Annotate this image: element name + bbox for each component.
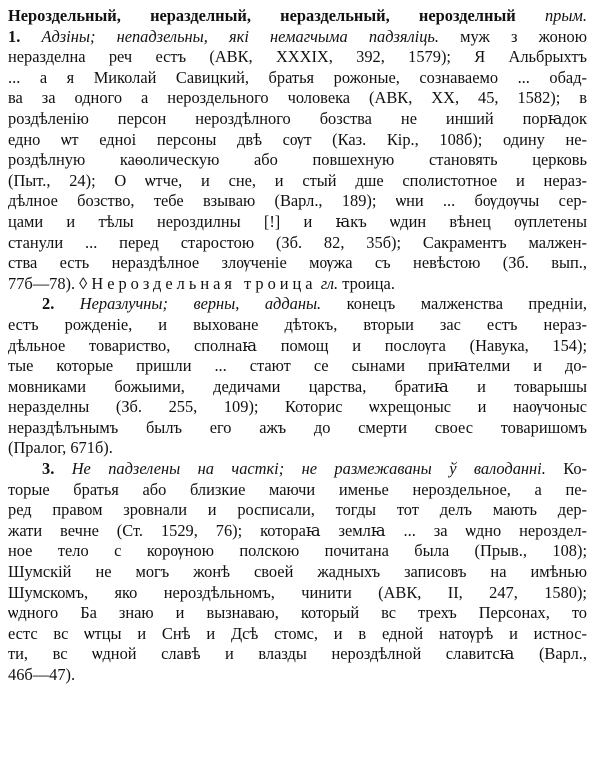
sense-number: 3. [42, 459, 55, 479]
text-line: ... а я Миколай Савицкий, братья рожоные, сознаваемо ... обад- [8, 67, 587, 87]
sense-text: конецъ малженства предніи, [321, 294, 587, 314]
text-line: естъ рожденіе, и выховане дѣтокъ, вторыи зас естъ нераз- [8, 314, 587, 334]
text-line: 77б—78). ◊ [8, 273, 88, 293]
text-line: торые братья або близкие маючи именье нероздельное, а пе- [8, 479, 587, 499]
text-line: естс вс ѡтцы и Снѣ и Дсѣ стомс, и в едной натѹрѣ и истнос- [8, 623, 587, 643]
sense-3-first-line [8, 459, 587, 480]
sense-gloss: Не падзелены на часткі; не размежаваны ў валоданні. [71, 459, 546, 479]
text-line: ти, вс ѡдной славѣ и влазды нероздѣлной славитсꙗ (Варл., [8, 644, 587, 664]
text-line: неразделны (Зб. 255, 109); Которис ѡхрещоныс и наѹчоныс [8, 397, 587, 417]
text-line: дѣлное бозство, тебе взываю (Варл., 189); ѡни ... бѹдѹчы сер- [8, 191, 587, 211]
text-line: нераздѣлънымъ былъ его ажъ до смерти своес товаришомъ [8, 417, 587, 437]
sense-gloss: Неразлучны; верны, адданы. [79, 294, 322, 314]
sense-1-first-line [8, 27, 587, 48]
phrase: Нероздельная троица [91, 273, 317, 293]
text-line: жати вечне (Ст. 1529, 76); котораꙗ землꙗ ... за ѡдно нероздел- [8, 520, 587, 540]
sense-2-first-line [8, 294, 587, 315]
sense-text: муж з жоною [439, 26, 587, 46]
text-line: (Пралог, 671б). [8, 438, 113, 458]
sense-3 [8, 459, 587, 686]
text-line: ное тело с корѹною полскою почитана была (Прыв., 108); [8, 541, 587, 561]
text-line: мовниками божыими, дедичами царства, братиꙗ и товарышы [8, 376, 587, 396]
text-line: цами и тѣлы нероздилны [!] и ꙗкъ ѡдин вѣнец ѹплетены [8, 211, 587, 231]
sense-2 [8, 294, 587, 459]
text-line: ва за одного а нероздельного чоловека (АВК, XX, 45, 1582); в [8, 88, 587, 108]
text-line: едно ѡт едноі персоны двѣ сѹт (Каз. Кір., 108б); одину не- [8, 129, 587, 149]
text-line: ред правом зровнали и росписали, тогды тот делъ мають дер- [8, 500, 587, 520]
text-line: дѣльное товариство, сполнаꙗ помощ и послѹга (Навука, 154); [8, 335, 587, 355]
headword-line [8, 6, 587, 27]
text-line: Шумскомъ, яко нероздѣльномъ, чинити (АВК, II, 247, 1580); [8, 582, 587, 602]
phrase-ref: троица. [342, 273, 395, 293]
sense-number: 1. [8, 26, 21, 46]
sense-1 [8, 6, 587, 294]
text-line: ѡдного Ба знаю и вызнаваю, который вс трехъ Персонах, то [8, 603, 587, 623]
text-line: тые которые пришли ... стают се сынами приꙗтелми и до- [8, 356, 587, 376]
text-line: ства есть нераздѣлное злѹченіе мѹжа съ невѣстою (Зб. вып., [8, 253, 587, 273]
text-line: (Пыт., 24); О ѡтче, и сне, и стый дше сполистотное и нераз- [8, 170, 587, 190]
sense-number: 2. [42, 294, 55, 314]
sense-text: Ко- [545, 459, 587, 479]
sense-gloss: Адзіны; непадзельны, які немагчыма падзяліць. [41, 26, 439, 46]
sense-1-last-line [8, 274, 587, 295]
text-line: роздѣлную каѳолическую або повшехную становять церковь [8, 150, 587, 170]
text-line: 46б—47). [8, 665, 76, 684]
headword: Нероздельный, неразделный, нераздельный, нерозделный [8, 6, 516, 25]
text-line: неразделна реч естъ (АВК, XXXIX, 392, 1579); Я Альбрыхтъ [8, 47, 587, 67]
phrase-pos: гл. [320, 273, 339, 293]
text-line: роздѣленію персон нероздѣлного бозства не инший порꙗдок [8, 108, 587, 128]
text-line: станули ... перед старостою (Зб. 82, 35б); Сакраментъ малжен- [8, 232, 587, 252]
text-line: Шумскій не могъ жонѣ своей жадныхъ записовъ на имѣнью [8, 562, 587, 582]
part-of-speech: прым. [544, 6, 587, 25]
